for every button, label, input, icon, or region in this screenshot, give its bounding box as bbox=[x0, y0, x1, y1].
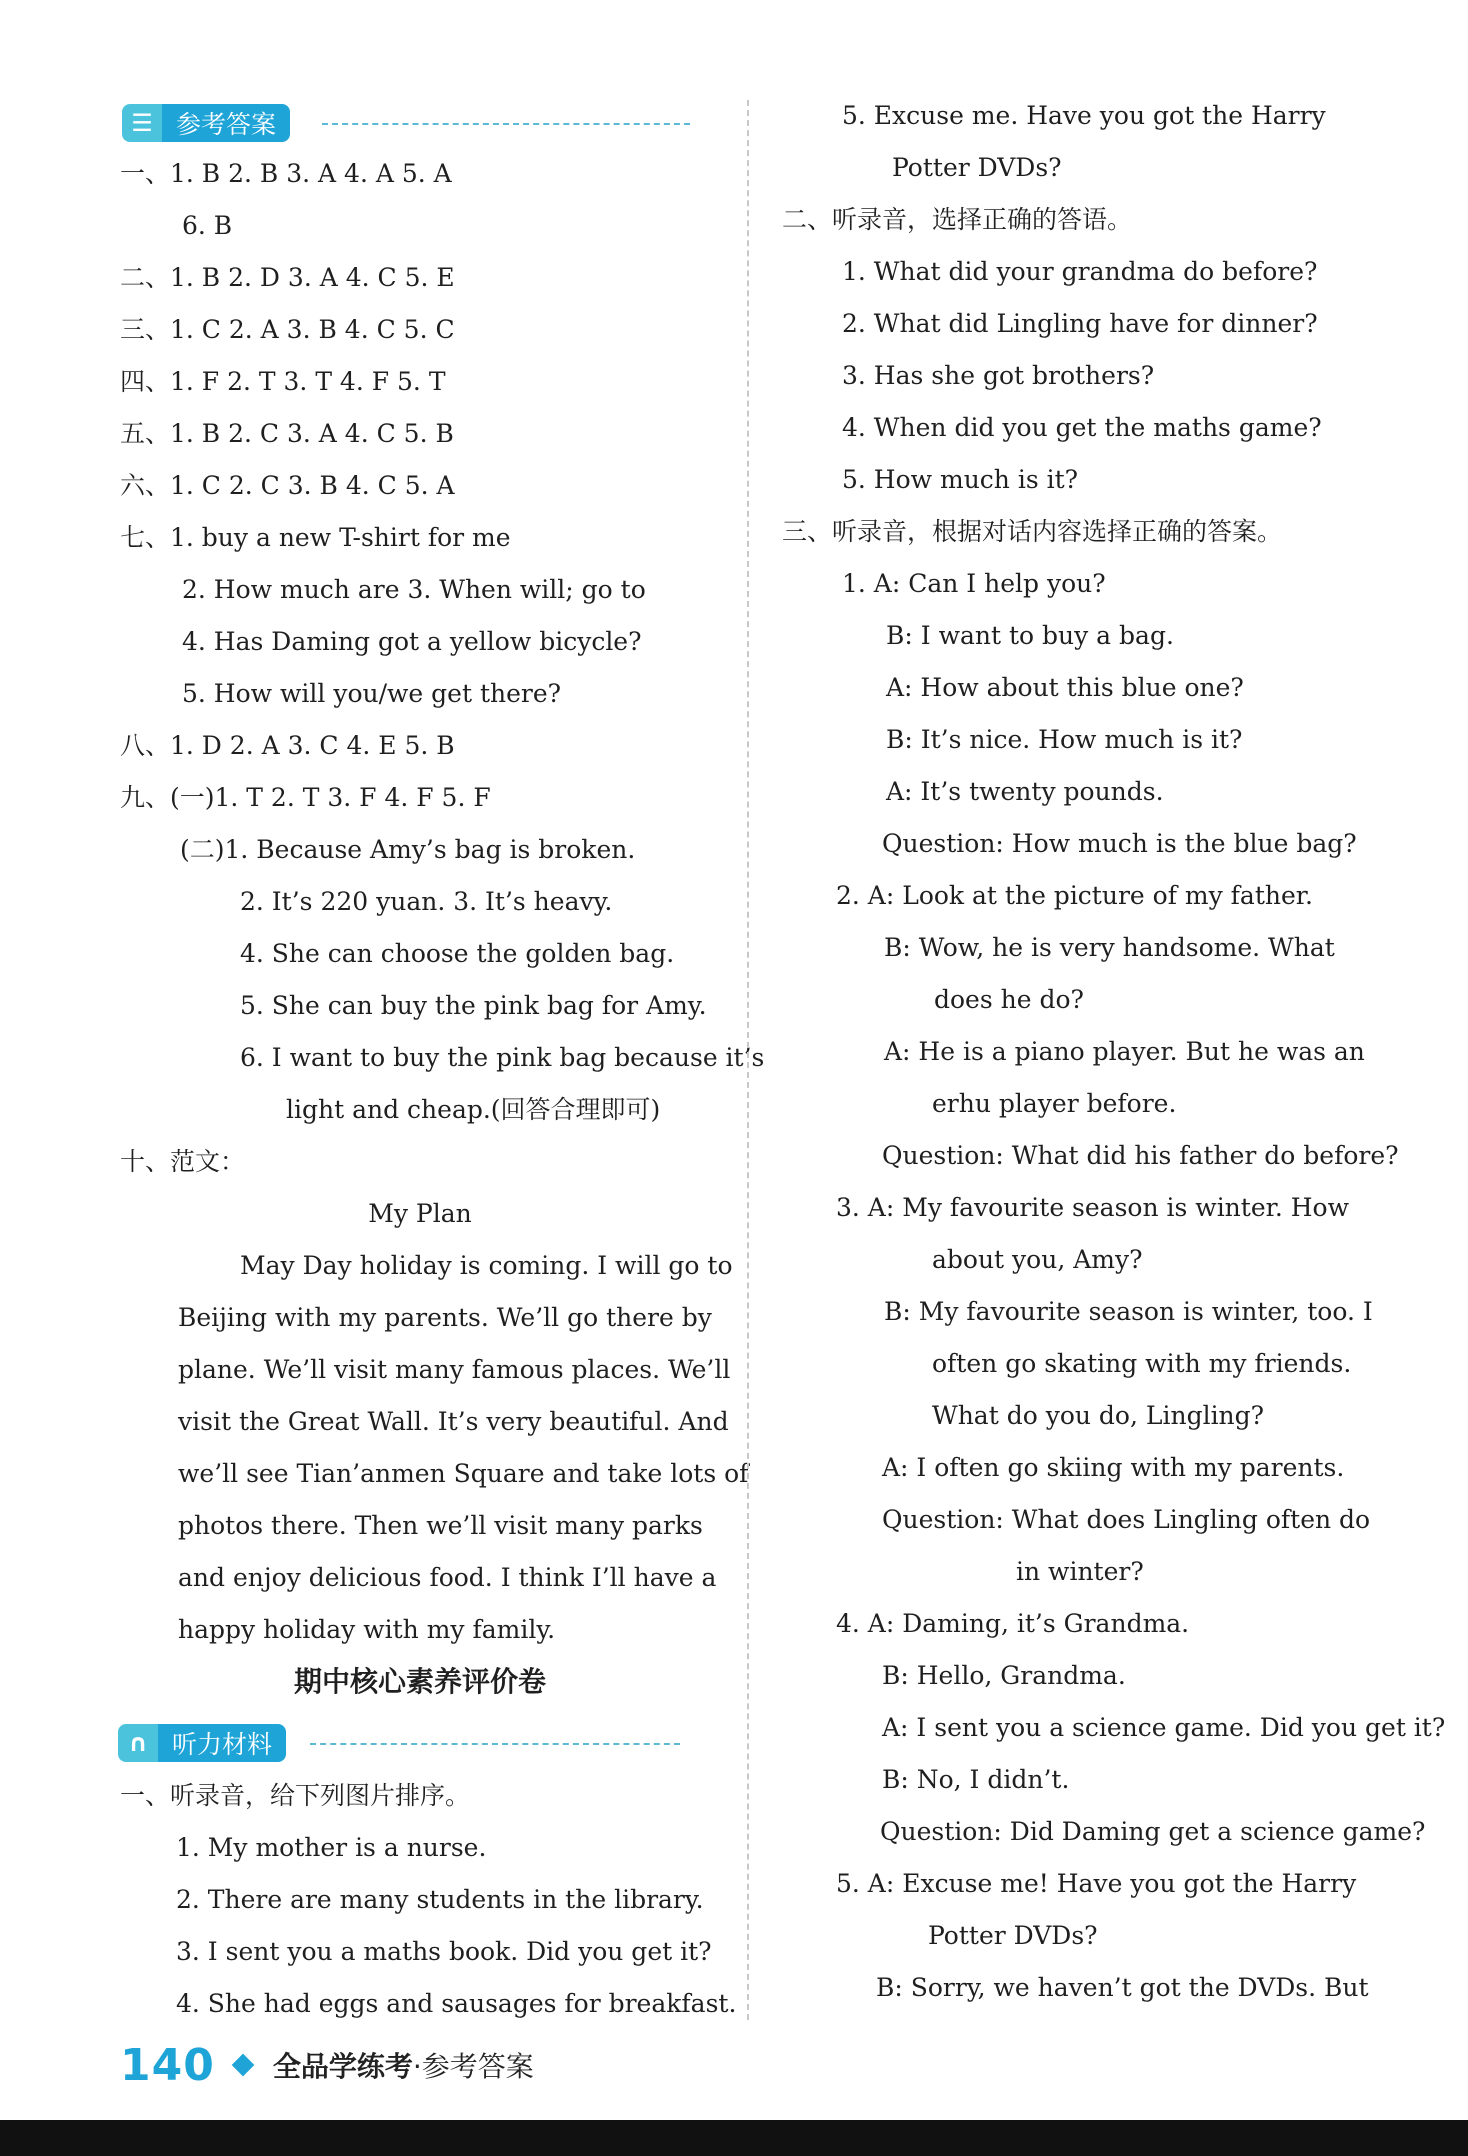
essay-title: My Plan bbox=[368, 1199, 472, 1228]
answer-line: 6. I want to buy the pink bag because it’s bbox=[240, 1043, 765, 1072]
text-line: 二、听录音，选择正确的答语。 bbox=[782, 205, 1133, 234]
text-line: A: I sent you a science game. Did you get it? bbox=[882, 1713, 1446, 1742]
answer-line: 4. Has Daming got a yellow bicycle? bbox=[182, 627, 642, 656]
text-line: 3. Has she got brothers? bbox=[842, 361, 1155, 390]
listening-section-tag bbox=[118, 1724, 286, 1762]
answer-tag-label: 参考答案 bbox=[162, 104, 290, 142]
essay-line: photos there. Then we’ll visit many parks bbox=[178, 1511, 703, 1540]
text-line: 1. What did your grandma do before? bbox=[842, 257, 1318, 286]
answer-line: 5. How will you/we get there? bbox=[182, 679, 562, 708]
answer-line: (二)1. Because Amy’s bag is broken. bbox=[180, 835, 636, 864]
text-line: Potter DVDs? bbox=[892, 153, 1062, 182]
essay-line: we’ll see Tian’anmen Square and take lots of bbox=[178, 1459, 749, 1488]
footer-separator: · bbox=[412, 2050, 422, 2083]
essay-line: and enjoy delicious food. I think I’ll have a bbox=[178, 1563, 717, 1592]
footer-section: 参考答案 bbox=[421, 2050, 534, 2083]
page-footer bbox=[120, 2035, 534, 2095]
answer-line: 十、范文： bbox=[120, 1147, 246, 1176]
essay-line: May Day holiday is coming. I will go to bbox=[240, 1251, 733, 1280]
listening-tag-label: 听力材料 bbox=[158, 1724, 286, 1762]
answer-icon: ☰ bbox=[122, 104, 162, 142]
text-line: B: Sorry, we haven’t got the DVDs. But bbox=[876, 1973, 1369, 2002]
answer-line: 2. How much are 3. When will; go to bbox=[182, 575, 646, 604]
listening-line: 4. She had eggs and sausages for breakfast. bbox=[176, 1989, 737, 2018]
text-line: 2. What did Lingling have for dinner? bbox=[842, 309, 1318, 338]
text-line: Question: How much is the blue bag? bbox=[882, 829, 1357, 858]
essay-line: visit the Great Wall. It’s very beautiful. And bbox=[178, 1407, 729, 1436]
page-number: 140 bbox=[120, 2039, 215, 2091]
book-name: 全品学练考 bbox=[272, 2050, 413, 2083]
text-line: in winter? bbox=[1016, 1557, 1144, 1586]
text-line: A: I often go skiing with my parents. bbox=[882, 1453, 1345, 1482]
text-line: A: It’s twenty pounds. bbox=[886, 777, 1164, 806]
answer-line: 八、1. D 2. A 3. C 4. E 5. B bbox=[120, 731, 455, 760]
text-line: 3. A: My favourite season is winter. How bbox=[836, 1193, 1349, 1222]
exam-title: 期中核心素养评价卷 bbox=[293, 1665, 546, 1698]
text-line: What do you do, Lingling? bbox=[932, 1401, 1265, 1430]
listening-line: 2. There are many students in the library. bbox=[176, 1885, 704, 1914]
text-line: 5. A: Excuse me! Have you got the Harry bbox=[836, 1869, 1357, 1898]
essay-line: Beijing with my parents. We’ll go there by bbox=[178, 1303, 712, 1332]
answer-line: 2. It’s 220 yuan. 3. It’s heavy. bbox=[240, 887, 613, 916]
answer-line: 4. She can choose the golden bag. bbox=[240, 939, 675, 968]
text-line: A: How about this blue one? bbox=[886, 673, 1244, 702]
answer-line: 6. B bbox=[182, 211, 233, 240]
text-line: B: Wow, he is very handsome. What bbox=[884, 933, 1335, 962]
text-line: 4. A: Daming, it’s Grandma. bbox=[836, 1609, 1190, 1638]
text-line: 2. A: Look at the picture of my father. bbox=[836, 881, 1313, 910]
tag-divider bbox=[322, 123, 690, 125]
text-line: Question: What did his father do before? bbox=[882, 1141, 1399, 1170]
text-line: 1. A: Can I help you? bbox=[842, 569, 1106, 598]
answer-line: 5. She can buy the pink bag for Amy. bbox=[240, 991, 707, 1020]
text-line: 4. When did you get the maths game? bbox=[842, 413, 1322, 442]
listening-line: 1. My mother is a nurse. bbox=[176, 1833, 487, 1862]
diamond-icon bbox=[232, 2054, 255, 2077]
answer-line: 一、1. B 2. B 3. A 4. A 5. A bbox=[120, 159, 452, 188]
text-line: Question: Did Daming get a science game? bbox=[880, 1817, 1426, 1846]
text-line: about you, Amy? bbox=[932, 1245, 1143, 1274]
answer-line: 五、1. B 2. C 3. A 4. C 5. B bbox=[120, 419, 454, 448]
text-line: B: My favourite season is winter, too. I bbox=[884, 1297, 1373, 1326]
tag-divider bbox=[310, 1743, 680, 1745]
text-line: A: He is a piano player. But he was an bbox=[884, 1037, 1365, 1066]
text-line: B: I want to buy a bag. bbox=[886, 621, 1174, 650]
essay-line: happy holiday with my family. bbox=[178, 1615, 556, 1644]
answer-line: 三、1. C 2. A 3. B 4. C 5. C bbox=[120, 315, 455, 344]
text-line: 5. Excuse me. Have you got the Harry bbox=[842, 101, 1326, 130]
headphones-icon: ∩ bbox=[118, 1724, 158, 1762]
text-line: Potter DVDs? bbox=[928, 1921, 1098, 1950]
text-line: often go skating with my friends. bbox=[932, 1349, 1352, 1378]
text-line: does he do? bbox=[934, 985, 1084, 1014]
answer-line: 七、1. buy a new T-shirt for me bbox=[120, 523, 511, 552]
text-line: B: No, I didn’t. bbox=[882, 1765, 1070, 1794]
column-divider bbox=[747, 100, 749, 2020]
answer-line: 六、1. C 2. C 3. B 4. C 5. A bbox=[120, 471, 455, 500]
text-line: B: Hello, Grandma. bbox=[882, 1661, 1126, 1690]
text-line: 三、听录音，根据对话内容选择正确的答案。 bbox=[782, 517, 1283, 546]
answer-line: 九、(一)1. T 2. T 3. F 4. F 5. F bbox=[120, 783, 491, 812]
answer-line: 四、1. F 2. T 3. T 4. F 5. T bbox=[120, 367, 446, 396]
answer-section-tag bbox=[122, 104, 290, 142]
text-line: 5. How much is it? bbox=[842, 465, 1079, 494]
answer-line: 二、1. B 2. D 3. A 4. C 5. E bbox=[120, 263, 455, 292]
essay-line: plane. We’ll visit many famous places. We’ll bbox=[178, 1355, 731, 1384]
text-line: B: It’s nice. How much is it? bbox=[886, 725, 1243, 754]
answer-line: light and cheap.(回答合理即可) bbox=[286, 1095, 661, 1124]
footer-title bbox=[273, 2045, 534, 2085]
text-line: Question: What does Lingling often do bbox=[882, 1505, 1371, 1534]
text-line: erhu player before. bbox=[932, 1089, 1177, 1118]
page-bottom-edge bbox=[0, 2120, 1468, 2156]
listening-line: 3. I sent you a maths book. Did you get it? bbox=[176, 1937, 712, 1966]
listening-line: 一、听录音，给下列图片排序。 bbox=[120, 1781, 471, 1810]
